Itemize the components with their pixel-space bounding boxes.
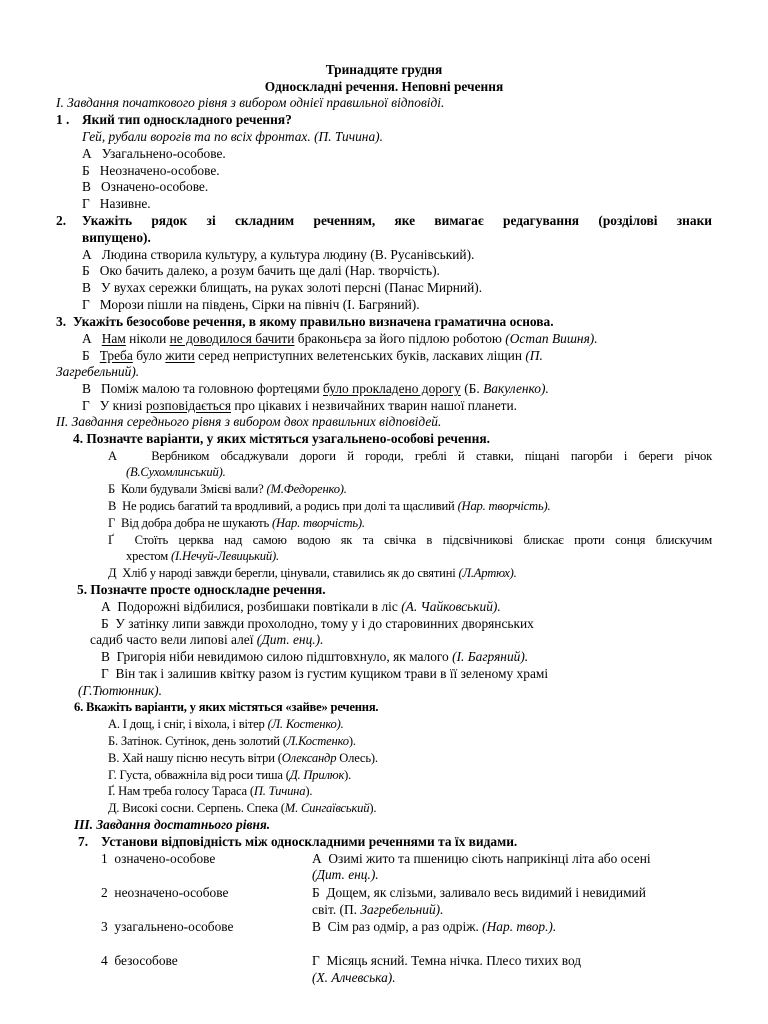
q2-option-b: Б Око бачить далеко, а розум бачить ще далі (Нар. творчість). [82, 263, 440, 278]
q3-option-b: Б Треба було жити серед неприступних велетенських буків, ласкавих ліщин (П. [82, 348, 543, 363]
q6-option-v: В. Хай нашу пісню несуть вітри (Олександр Олесь). [108, 751, 378, 765]
q6-option-ge: Ґ. Нам треба голосу Тараса (П. Тичина). [108, 784, 313, 798]
q6-text: 6. Вкажіть варіанти, у яких містяться «зайве» речення. [74, 700, 379, 714]
q7-right-a: А Озимі жито та пшеницю сіють наприкінці літа або осені [312, 851, 651, 866]
q4-option-v: В Не родись багатий та вродливий, а родись при долі та щасливий (Нар. творчість). [108, 499, 551, 513]
q1-text: Який тип односкладного речення? [82, 112, 292, 127]
q4-text: 4. Позначте варіанти, у яких містяться узагальнено-особові речення. [73, 431, 490, 446]
q7-right-b: Б Дощем, як слізьми, заливало весь видимий і невидимий [312, 885, 646, 900]
q6-option-a: А. І дощ, і сніг, і віхола, і вітер (Л. Костенко). [108, 717, 344, 731]
q4-option-ge: Ґ Стоїть церква над самою водою як та свічка в підсвічникові блискає проти сонця блискучим [108, 533, 712, 547]
q7-left-4: 4 безособове [101, 953, 178, 968]
date-title: Тринадцяте грудня [325, 62, 443, 77]
q5-text: 5. Позначте просте односкладне речення. [77, 582, 326, 597]
q2-option-g: Г Морози пішли на південь, Сірки на північ (І. Багряний). [82, 297, 420, 312]
q5-option-v: В Григорія ніби невидимою силою підштовхнуло, як малого (І. Багряний). [101, 649, 529, 664]
q1-quote: Гей, рубали ворогів та по всіх фронтах. (П. Тичина). [82, 129, 383, 144]
q1-option-b: Б Неозначено-особове. [82, 163, 220, 178]
section3-heading: ІІІ. Завдання достатнього рівня. [74, 817, 271, 832]
q6-option-b: Б. Затінок. Сутінок, день золотий (Л.Костенко). [108, 734, 356, 748]
section2-heading: ІІ. Завдання середнього рівня з вибором двох правильних відповідей. [56, 414, 442, 429]
q4-option-a-author: (В.Сухомлинський). [126, 465, 226, 479]
topic-title: Односкладні речення. Неповні речення [264, 79, 504, 94]
q1-option-a: А Узагальнено-особове. [82, 146, 226, 161]
q3-option-b-author: Загребельний). [56, 364, 140, 379]
q7-text: Установи відповідність між односкладними реченнями та їх видами. [101, 834, 518, 849]
q2-text-line2: випущено). [82, 230, 151, 245]
q7-left-1: 1 означено-особове [101, 851, 216, 866]
q4-option-ge-line2: хрестом (І.Нечуй-Левицький). [126, 549, 279, 563]
q3-option-a: А Нам ніколи не доводилося бачити браконьєра за його підлою роботою (Остап Вишня). [82, 331, 598, 346]
q6-option-g: Г. Густа, обважніла від роси тиша (Д. Прилюк). [108, 768, 352, 782]
q1-option-g: Г Називне. [82, 196, 151, 211]
q5-option-a: А Подорожні відбилися, розбишаки повтікали в ліс (А. Чайковський). [101, 599, 501, 614]
q2-option-v: В У вухах сережки блищать, на руках золоті персні (Панас Мирний). [82, 280, 483, 295]
q7-right-g-author: (Х. Алчевська). [312, 970, 396, 985]
q5-option-b-line2: садиб часто вели липові алеї (Дит. енц.). [90, 632, 324, 647]
q7-right-v: В Сім раз одмір, а раз одріж. (Нар. твор.). [312, 919, 557, 934]
q5-option-g: Г Він так і залишив квітку разом із густим кущиком трави в її зеленому храмі [101, 666, 549, 681]
q3-option-g: Г У книзі розповідається про цікавих і незвичайних тварин нашої планети. [82, 398, 518, 413]
q5-option-b: Б У затінку липи завжди прохолодно, тому у і до старовинних дворянських [101, 616, 534, 631]
q7-right-a-author: (Дит. енц.). [312, 867, 379, 882]
q3-option-v: В Поміж малою та головною фортецями було прокладено дорогу (Б. Вакуленко). [82, 381, 549, 396]
q6-option-d: Д. Високі сосни. Серпень. Спека (М. Сингаївський). [108, 801, 377, 815]
q3-text: Укажіть безособове речення, в якому правильно визначена граматична основа. [73, 314, 554, 329]
q3-number: 3. [56, 314, 67, 329]
q7-number: 7. [78, 834, 89, 849]
q2-option-a: А Людина створила культуру, а культура людину (В. Русанівський). [82, 247, 475, 262]
q7-right-b-line2: світ. (П. Загребельний). [312, 902, 444, 917]
q4-option-a: А Вербником обсаджували дороги й городи, греблі й ставки, піщані пагорби і береги річок [108, 449, 712, 463]
section1-heading: І. Завдання початкового рівня з вибором однієї правильної відповіді. [56, 95, 445, 110]
q1-option-v: В Означено-особове. [82, 179, 209, 194]
q5-option-g-author: (Г.Тютюнник). [78, 683, 162, 698]
q2-text-line1: Укажіть рядок зі складним реченням, яке вимагає редагування (розділові знаки [82, 213, 712, 228]
q4-option-g: Г Від добра добра не шукають (Нар. творчість). [108, 516, 365, 530]
q7-left-3: 3 узагальнено-особове [101, 919, 234, 934]
q7-left-2: 2 неозначено-особове [101, 885, 229, 900]
q2-number: 2. [56, 213, 67, 228]
q1-number: 1 . [56, 112, 70, 127]
q7-right-g: Г Місяць ясний. Темна нічка. Плесо тихих вод [312, 953, 582, 968]
q4-option-d: Д Хліб у народі завжди берегли, цінували, ставились як до святині (Л.Артюх). [108, 566, 517, 580]
q4-option-b: Б Коли будували Змієві вали? (М.Федоренко). [108, 482, 347, 496]
